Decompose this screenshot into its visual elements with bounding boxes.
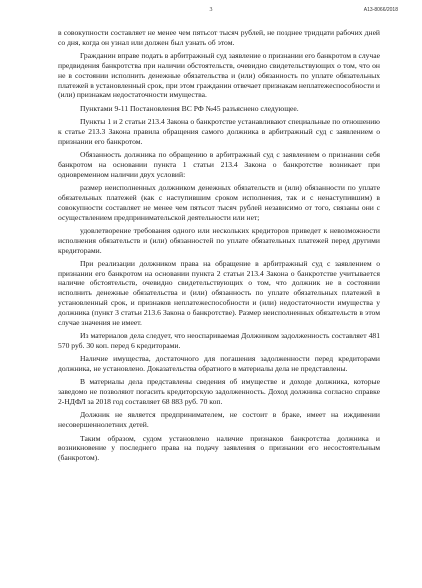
document-body (58, 28, 380, 467)
paragraph-8: При реализации должником права на обращение в арбитражный суд с заявлением о признании его банкротом на основании пункта 2 статьи 213.4 Закона о банкротстве учитывается наличие обстоятельств, очевидно свидетельствующих о том, что должник не в состоянии исполнить денежные обязательства и (или) обязанность по уплате обязательных платежей в установленный срок, и признаков неплатежеспособности и (или) недостаточности имущества у должника (пункт 3 статьи 213.6 Закона о банкротстве). Размер неисполненных обязательств в этом случае значения не имеет. (58, 258, 380, 327)
paragraph-2: Гражданин вправе подать в арбитражный суд заявление о признании его банкротом в случае предвидения банкротства при наличии обстоятельств, очевидно свидетельствующих о том, что он не в состоянии исполнить денежные обязательства и (или) обязанность по уплате обязательных платежей в установленный срок, при этом гражданин отвечает признакам неплатежеспособности и (или) признакам недостаточности имущества. (58, 51, 380, 100)
paragraph-3: Пунктами 9-11 Постановления ВС РФ №45 разъяснено следующее. (80, 103, 299, 113)
paragraph-13: Таким образом, судом установлено наличие признаков банкротства должника и возникновение у последнего права на подачу заявления о признании его несостоятельным (банкротом). (58, 433, 380, 463)
paragraph-11: В материалы дела представлены сведения об имуществе и доходе должника, которые заведомо не позволяют погасить кредиторскую задолженность. Доход должника согласно справке 2-НДФЛ за 2018 год составляет 68 883 руб. 70 коп. (58, 377, 380, 407)
paragraph-9: Из материалов дела следует, что неоспариваемая Должником задолженность составляет 481 570 руб. 30 коп. перед 6 кредиторами. (58, 331, 380, 350)
case-number: А13-8066/2018 (363, 7, 398, 13)
paragraph-4: Пункты 1 и 2 статьи 213.4 Закона о банкротстве устанавливают специальные по отношению к статье 213.3 Закона правила обращения самого должника в арбитражный суд с заявлением о признании его банкротом. (58, 117, 380, 146)
paragraph-10: Наличие имущества, достаточного для погашения задолженности перед кредиторами должника, не установлено. Доказательства обратного в материалы дела не представлены. (58, 354, 380, 374)
paragraph-7: удовлетворение требования одного или нескольких кредиторов приведет к невозможности исполнения обязательств и (или) обязанностей по уплате обязательных платежей перед другими кредиторами. (58, 225, 380, 255)
page-number: 3 (209, 7, 213, 13)
paragraph-12: Должник не является предпринимателем, не состоит в браке, имеет на иждивении несовершеннолетних детей. (58, 410, 380, 430)
paragraph-6: размер неисполненных должником денежных обязательств и (или) обязанности по уплате обязательных платежей (как с наступившим сроком исполнения, так и с ненаступившим) в совокупности составляет не менее чем пятьсот тысяч рублей независимо от того, связаны они с осуществлением предпринимательской деятельности или нет; (58, 183, 380, 222)
paragraph-1: в совокупности составляет не менее чем пятьсот тысяч рублей, не позднее тридцати рабочих дней со дня, когда он узнал или должен был узнать об этом. (58, 28, 380, 47)
paragraph-5: Обязанность должника по обращению в арбитражный суд с заявлением о признании себя банкротом на основании пункта 1 статьи 213.4 Закона о банкротстве возникает при одновременном наличии двух условий: (58, 150, 380, 179)
